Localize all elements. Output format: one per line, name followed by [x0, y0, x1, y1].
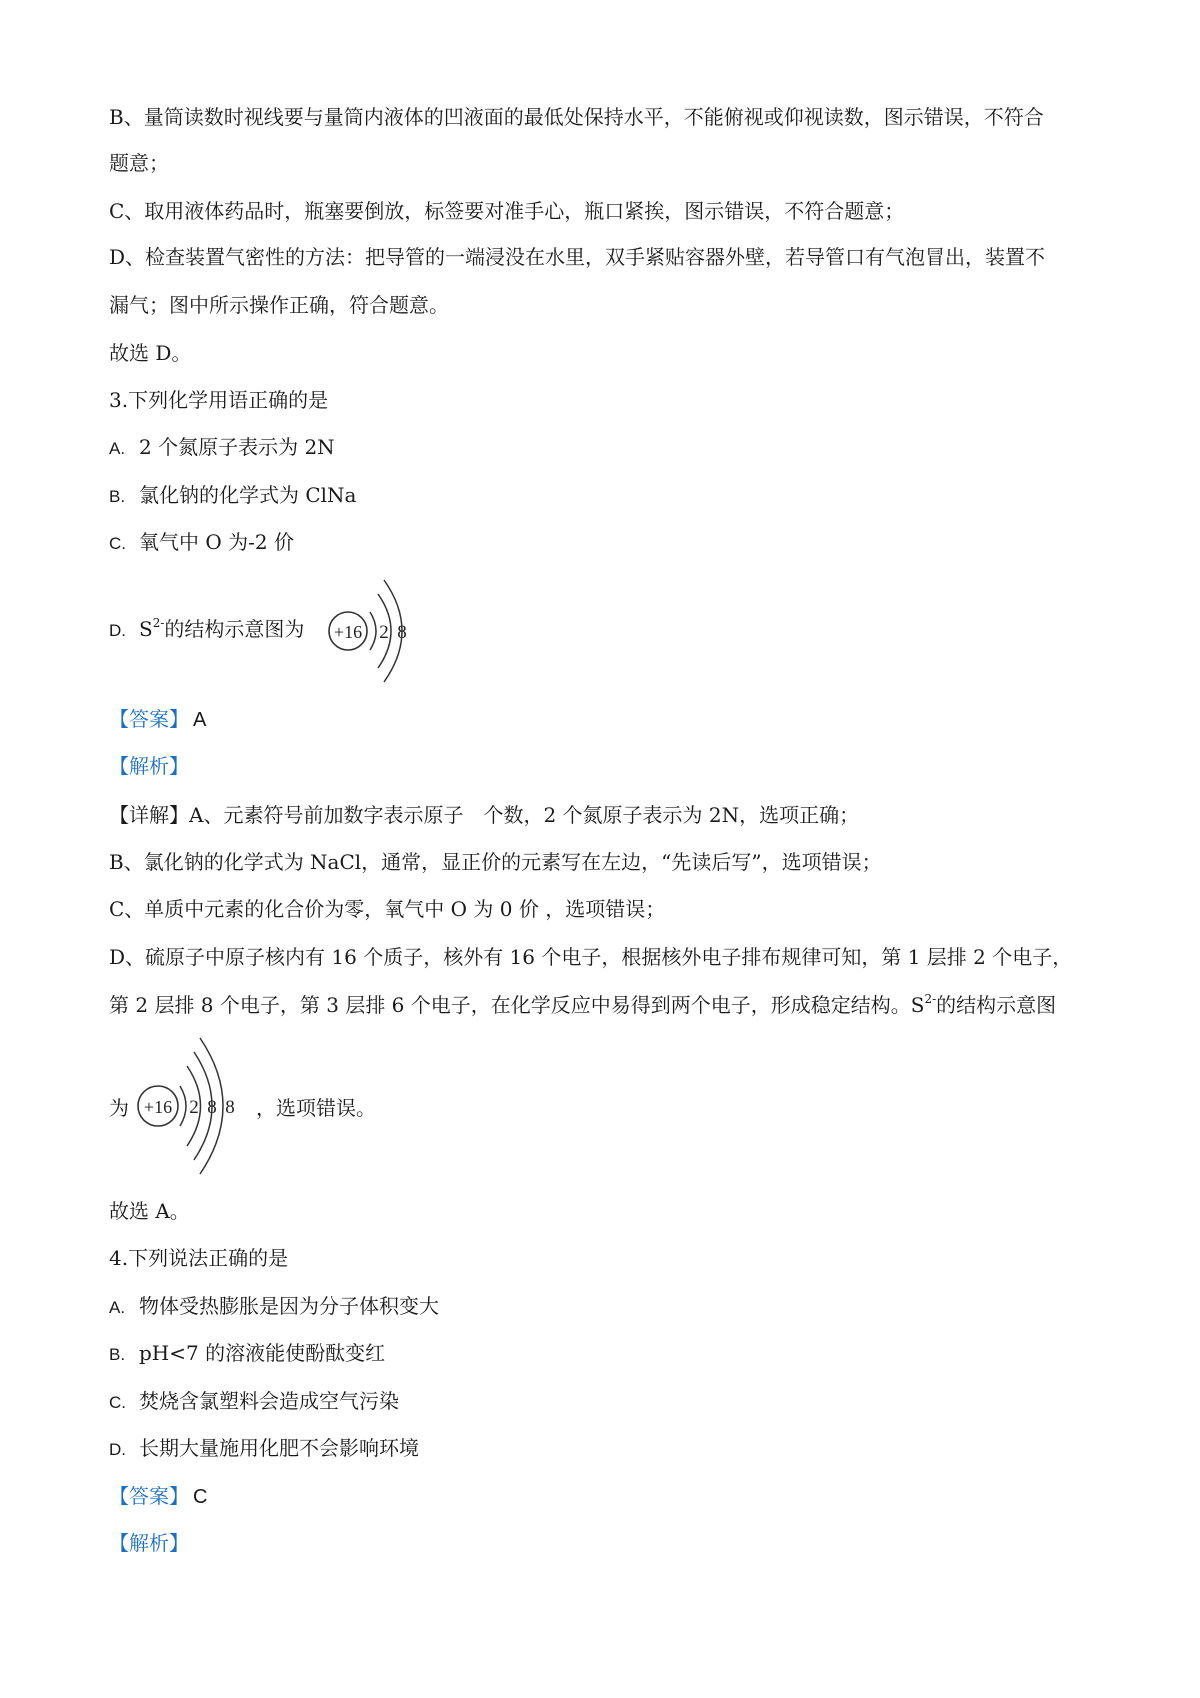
- q3-analysis-tag: 【解析】: [109, 754, 189, 778]
- q4-analysis-tag: 【解析】: [109, 1531, 189, 1555]
- option-letter: D.: [109, 621, 126, 640]
- shell-electron-count: 2: [189, 1097, 199, 1118]
- q4-option-b: [109, 1338, 385, 1370]
- electron-shell-arc: [370, 612, 376, 650]
- atomic-structure-diagram-option-d: [322, 576, 422, 686]
- q3-option-a: [109, 432, 335, 464]
- q3-answer: [109, 704, 206, 735]
- nucleus-charge: +16: [333, 622, 363, 642]
- answer-tag: 【答案】: [109, 707, 189, 731]
- option-text: 焚烧含氯塑料会造成空气污染: [139, 1389, 399, 1413]
- option-symbol: S: [139, 617, 153, 641]
- q3-option-c: [109, 527, 294, 559]
- atomic-structure-diagram-detail: [134, 1036, 254, 1176]
- option-text: 氧气中 O 为-2 价: [139, 530, 294, 554]
- explanation-b-line1: B、量筒读数时视线要与量筒内液体的凹液面的最低处保持水平，不能俯视或仰视读数，图示错误，不符合: [109, 105, 1044, 129]
- option-text: 2 个氮原子表示为 2N: [139, 435, 335, 459]
- q3-option-d: [109, 614, 304, 646]
- q3-detail-d-line3-suffix: ，选项错误。: [256, 1096, 376, 1120]
- option-letter: A.: [109, 1298, 126, 1317]
- nucleus-charge: +16: [143, 1097, 173, 1117]
- ion-charge: 2-: [924, 992, 937, 1006]
- option-letter: B.: [109, 487, 126, 506]
- option-letter: B.: [109, 1345, 126, 1364]
- q4-stem: 4.下列说法正确的是: [109, 1246, 289, 1270]
- q3-detail-d-line2: [109, 990, 1056, 1020]
- explanation-d-line2: 漏气；图中所示操作正确，符合题意。: [109, 293, 449, 317]
- explanation-b-line2: 题意；: [109, 151, 169, 175]
- q3-stem: 3.下列化学用语正确的是: [109, 388, 329, 412]
- option-letter: D.: [109, 1440, 126, 1459]
- explanation-c-line: C、取用液体药品时，瓶塞要倒放，标签要对准手心，瓶口紧挨，图示错误，不符合题意；: [109, 199, 905, 223]
- option-text: 物体受热膨胀是因为分子体积变大: [139, 1294, 439, 1318]
- q2-conclusion: 故选 D。: [109, 341, 192, 365]
- shell-electron-count: 8: [397, 622, 407, 643]
- shell-electron-count: 8: [225, 1097, 235, 1118]
- shell-electron-count: 8: [207, 1097, 217, 1118]
- detail-text: A、元素符号前加数字表示原子 个数，2 个氮原子表示为 2N，选项正确；: [189, 803, 860, 827]
- ion-charge: 2-: [152, 616, 165, 630]
- option-text: 氯化钠的化学式为 ClNa: [139, 483, 357, 507]
- q3-option-b: [109, 480, 356, 512]
- explanation-d-line1: D、检查装置气密性的方法：把导管的一端浸没在水里，双手紧贴容器外壁，若导管口有气泡冒出，装置不: [109, 245, 1046, 269]
- q4-option-a: [109, 1291, 439, 1323]
- q3-detail-a: [109, 800, 859, 830]
- detail-text: 第 2 层排 8 个电子，第 3 层排 6 个电子，在化学反应中易得到两个电子，形成稳定结构。S: [109, 993, 925, 1017]
- option-letter: A.: [109, 439, 126, 458]
- q4-option-d: [109, 1433, 419, 1465]
- option-letter: C.: [109, 534, 126, 553]
- q4-answer: [109, 1481, 207, 1512]
- q3-conclusion: 故选 A。: [109, 1199, 190, 1223]
- shell-electron-count: 2: [379, 622, 389, 643]
- q4-option-c: [109, 1386, 399, 1418]
- q3-detail-b: B、氯化钠的化学式为 NaCl，通常，显正价的元素写在左边，“先读后写”，选项错误；: [109, 850, 882, 874]
- option-text: 的结构示意图为: [164, 617, 305, 641]
- q3-detail-c: C、单质中元素的化合价为零，氧气中 O 为 0 价 ，选项错误；: [109, 897, 666, 921]
- detail-tag: 【详解】: [109, 803, 189, 827]
- q3-detail-d-line3-prefix: 为: [109, 1096, 129, 1120]
- electron-shell-arc: [180, 1086, 186, 1126]
- option-text: 长期大量施用化肥不会影响环境: [139, 1436, 419, 1460]
- answer-value: A: [193, 709, 207, 731]
- answer-tag: 【答案】: [109, 1484, 189, 1508]
- detail-text: 的结构示意图: [936, 993, 1057, 1017]
- option-letter: C.: [109, 1393, 126, 1412]
- option-text: pH<7 的溶液能使酚酞变红: [139, 1341, 386, 1365]
- q3-detail-d-line1: D、硫原子中原子核内有 16 个质子，核外有 16 个电子，根据核外电子排布规律可知，第 1 层排 2 个电子，: [109, 945, 1073, 969]
- answer-value: C: [193, 1486, 208, 1508]
